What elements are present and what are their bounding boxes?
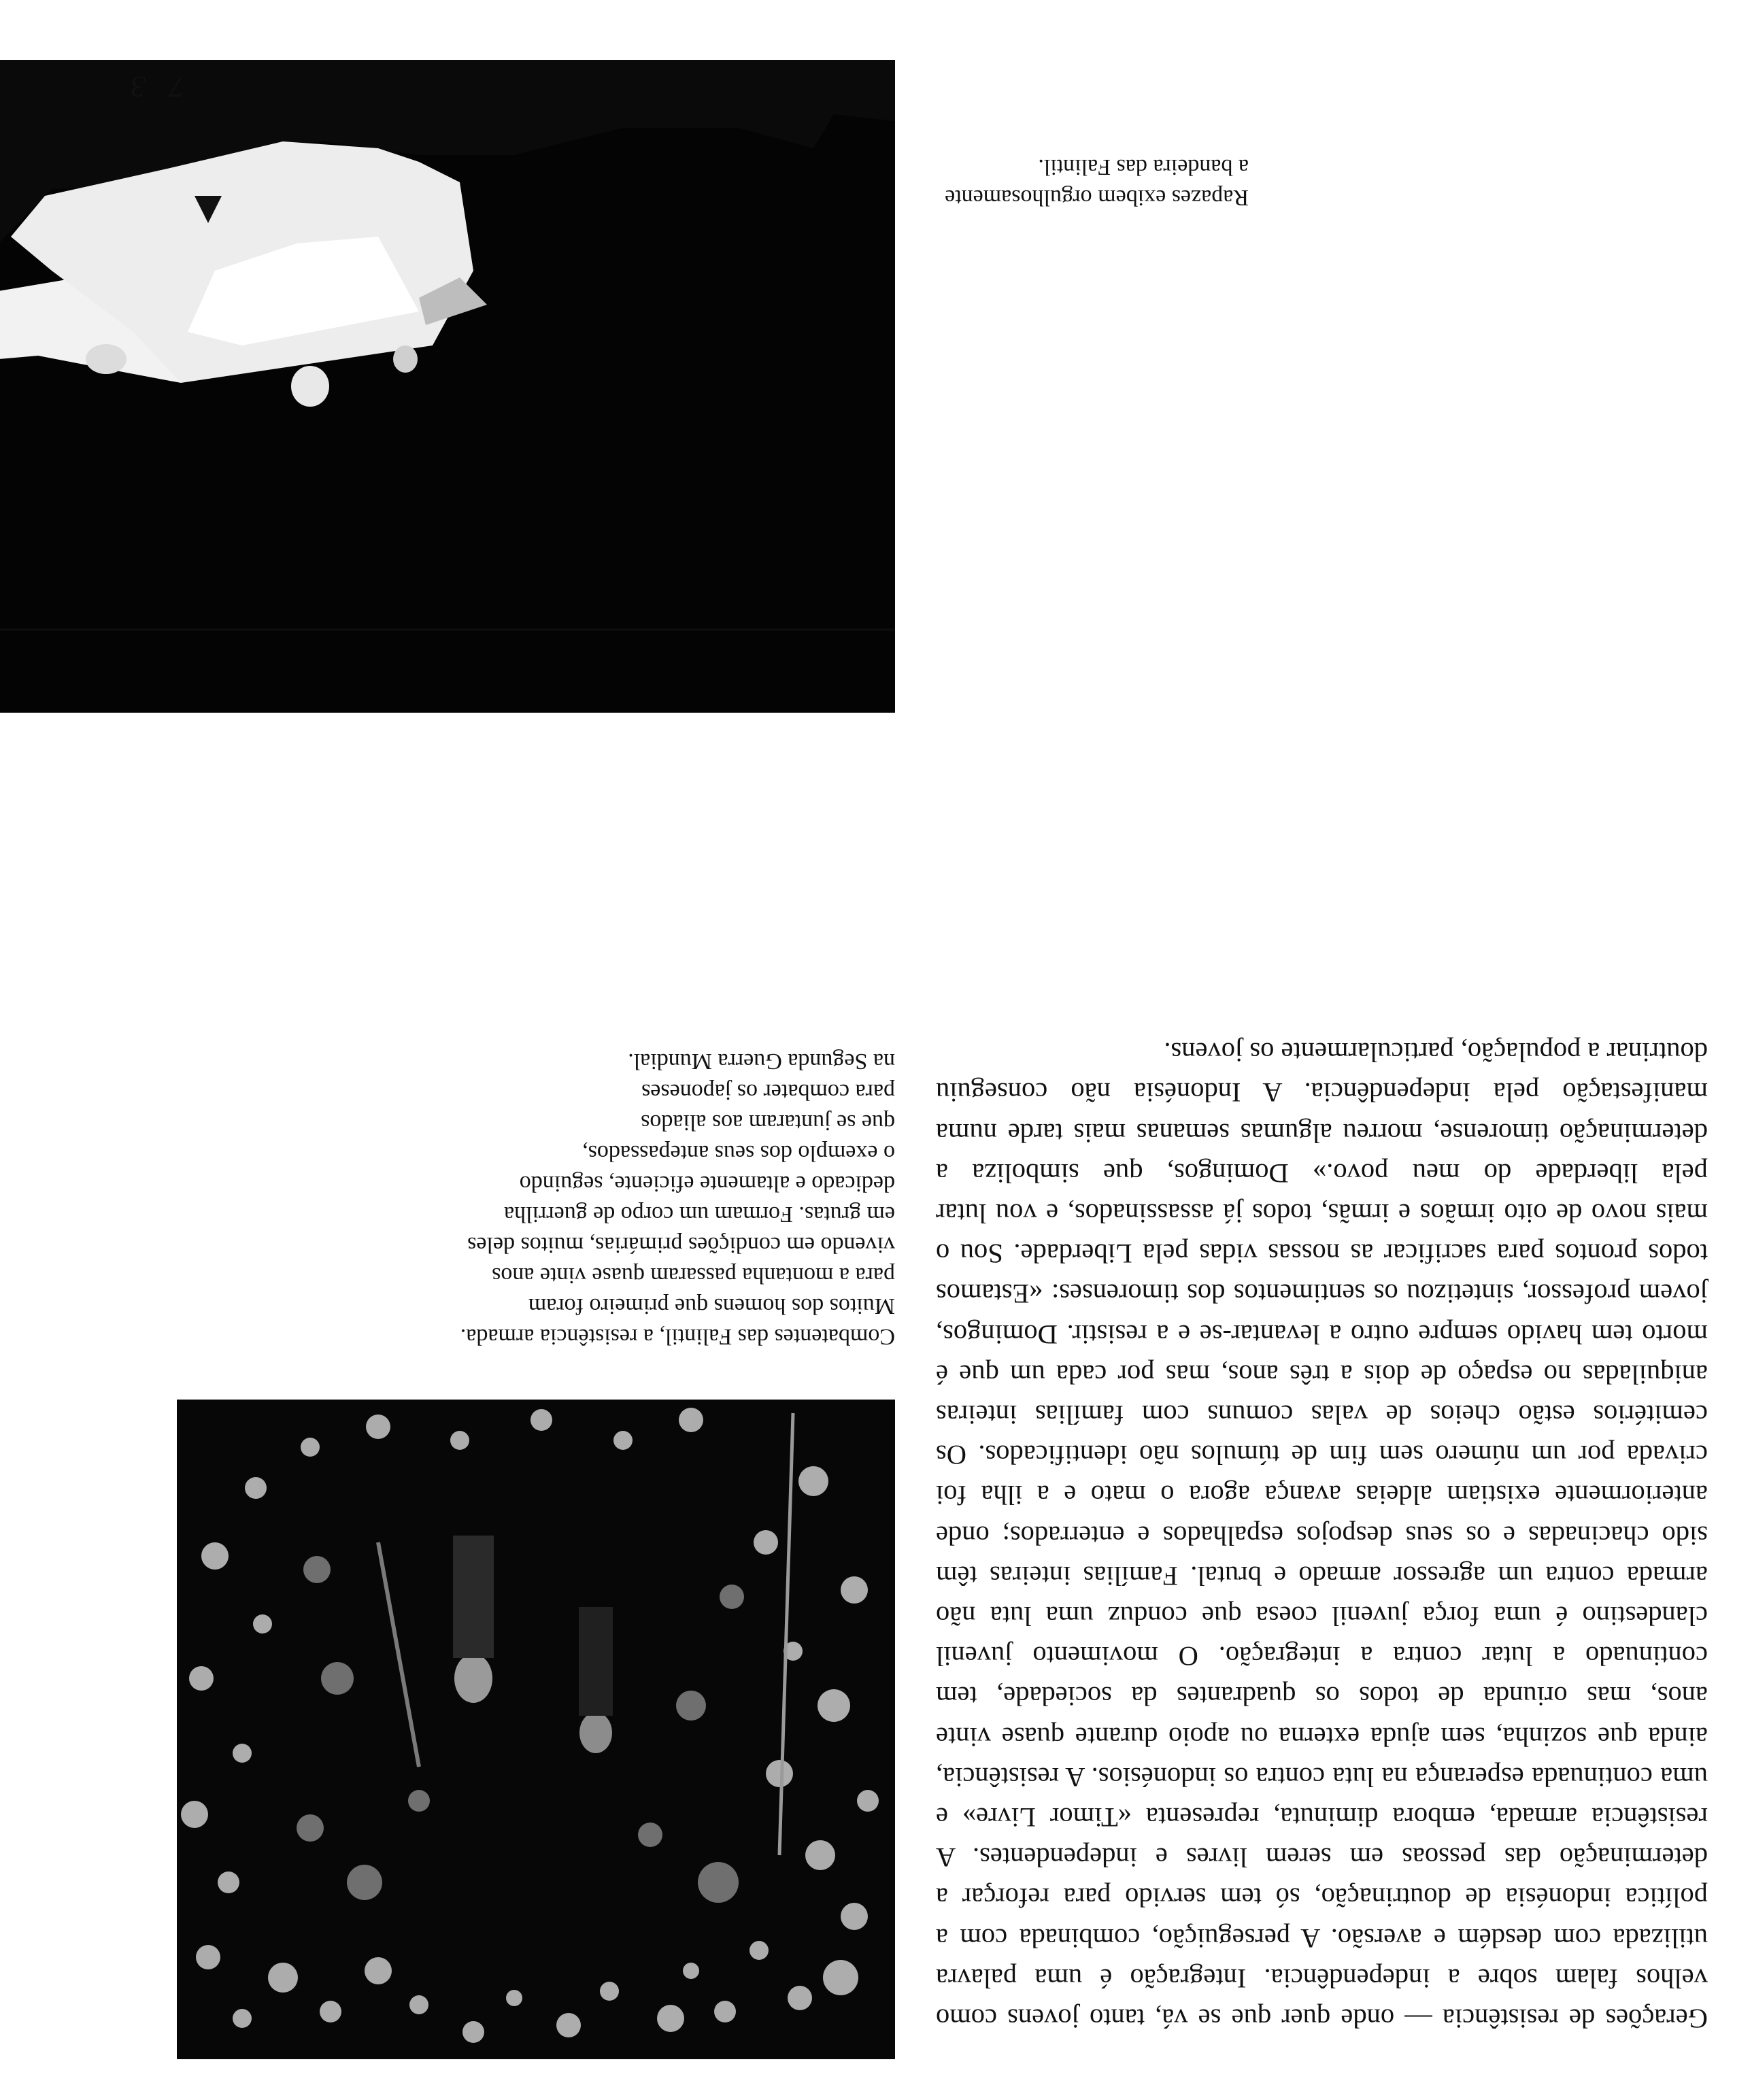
photo-falintil-fighters bbox=[177, 1400, 895, 2059]
caption-fighters-line: vivendo em condições primárias, muitos deles bbox=[467, 1232, 895, 1257]
photo-youths-with-flag bbox=[0, 60, 895, 713]
caption-fighters-line: para combater os japoneses bbox=[641, 1079, 895, 1104]
photo-youths-with-flag-image bbox=[0, 60, 895, 713]
caption-fighters bbox=[215, 1046, 895, 1352]
caption-fighters-line: em grutas. Formam um corpo de guerrilha bbox=[503, 1202, 895, 1227]
caption-youths-line2: a bandeira das Falintil. bbox=[1038, 154, 1249, 180]
caption-fighters-line: para a montanha passaram quase vinte anos bbox=[492, 1263, 895, 1288]
page-number: 7 3 bbox=[122, 70, 184, 103]
caption-fighters-line: Muitos dos homens que primeiro foram bbox=[528, 1293, 895, 1319]
caption-youths-line1: Rapazes exibem orgulhosamente bbox=[945, 185, 1249, 210]
caption-fighters-line: que se juntaram aos aliados bbox=[641, 1110, 895, 1135]
caption-youths bbox=[922, 152, 1249, 213]
caption-fighters-line: dedicado e altamente eficiente, seguindo bbox=[519, 1171, 895, 1196]
body-paragraph: Gerações de resistência — onde quer que se vá, tanto jovens como velhos falam sobre a independência. Integração é uma palavra utilizada com desdém e aversão. A perseguição, combinada com a política indonésia de doutrinação, só tem servido para reforçar a determinação das pessoas em serem livres e independentes. A resistência armada, embora diminuta, representa «Timor Livre» e uma continuada esperança na luta contra os indonésios. A resistência, ainda que sozinha, sem ajuda externa ou apoio durante quase vinte anos, mas oriunda de todos os quadrantes da sociedade, tem continuado a lutar contra a integração. O movimento juvenil clandestino é uma força juvenil coesa que conduz uma luta não armada contra um agressor armado e brutal. Famílias inteiras têm sido chacinadas e os seus despojos espalhados e enterrados; onde anteriormente existiam aldeias avança agora o mato e a ilha foi crivada por um número sem fim de túmulos não identificados. Os cemitérios estão cheios de valas comuns com famílias inteiras aniquiladas no espaço de dois a três anos, mas por cada um que é morto tem havido sempre outro a levantar-se e a resistir. Domingos, jovem professor, sintetizou os sentimentos dos timorenses: «Estamos todos prontos para sacrificar as nossas vidas pela Liberdade. Sou o mais novo de oito irmãos e irmãs, todos já assassinados, e vou lutar pela liberdade do meu povo.» Domingos, que simboliza a determinação timorense, morreu algumas semanas mais tarde numa manifestação pela independência. A Indonésia não conseguiu doutrinar a população, particularmente os jovens. bbox=[936, 1037, 1708, 2034]
caption-fighters-line: Combatentes das Falintil, a resistência armada. bbox=[460, 1324, 895, 1349]
photo-falintil-fighters-image bbox=[177, 1400, 895, 2059]
body-text bbox=[936, 1032, 1708, 2039]
caption-fighters-line: o exemplo dos seus antepassados, bbox=[582, 1140, 895, 1166]
caption-fighters-line: na Segunda Guerra Mundial. bbox=[628, 1049, 895, 1074]
